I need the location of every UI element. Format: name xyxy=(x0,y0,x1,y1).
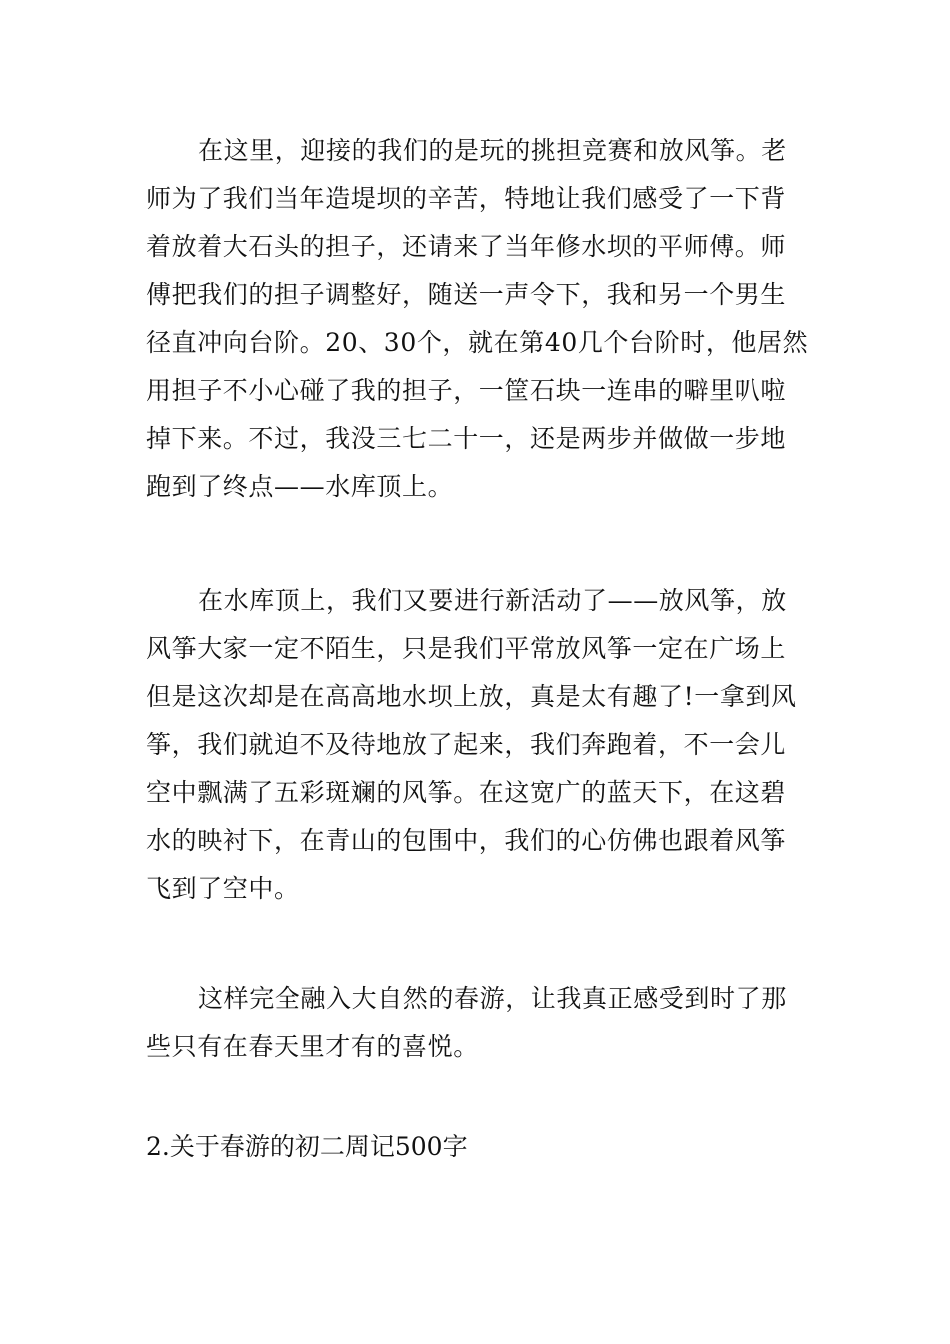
paragraph-challenge-race xyxy=(146,127,809,511)
paragraph-line: 风筝大家一定不陌生，只是我们平常放风筝一定在广场上 xyxy=(146,634,787,663)
paragraph-line: 些只有在春天里才有的喜悦。 xyxy=(146,1032,479,1061)
paragraph-line: 师为了我们当年造堤坝的辛苦，特地让我们感受了一下背 xyxy=(146,184,787,213)
paragraph-conclusion xyxy=(146,975,806,1071)
paragraph-line: 筝，我们就迫不及待地放了起来，我们奔跑着，不一会儿 xyxy=(146,730,787,759)
paragraph-line: 在这里，迎接的我们的是玩的挑担竞赛和放风筝。老 xyxy=(198,136,787,165)
paragraph-line: 飞到了空中。 xyxy=(146,874,300,903)
paragraph-line: 径直冲向台阶。20、30个，就在第40几个台阶时，他居然 xyxy=(146,328,809,357)
paragraph-line: 水的映衬下，在青山的包围中，我们的心仿佛也跟着风筝 xyxy=(146,826,787,855)
paragraph-kite-flying xyxy=(146,577,806,913)
paragraph-line: 掉下来。不过，我没三七二十一，还是两步并做做一步地 xyxy=(146,424,787,453)
paragraph-line: 这样完全融入大自然的春游，让我真正感受到时了那 xyxy=(198,984,787,1013)
paragraph-line: 傅把我们的担子调整好，随送一声令下，我和另一个男生 xyxy=(146,280,787,309)
section-heading: 2.关于春游的初二周记500字 xyxy=(146,1132,468,1161)
paragraph-line: 空中飘满了五彩斑斓的风筝。在这宽广的蓝天下，在这碧 xyxy=(146,778,787,807)
paragraph-line: 用担子不小心碰了我的担子，一筐石块一连串的噼里叭啦 xyxy=(146,376,787,405)
paragraph-line: 跑到了终点——水库顶上。 xyxy=(146,472,454,501)
paragraph-line: 在水库顶上，我们又要进行新活动了——放风筝，放 xyxy=(198,586,787,615)
paragraph-line: 着放着大石头的担子，还请来了当年修水坝的平师傅。师 xyxy=(146,232,787,261)
paragraph-line: 但是这次却是在高高地水坝上放，真是太有趣了!一拿到风 xyxy=(146,682,797,711)
